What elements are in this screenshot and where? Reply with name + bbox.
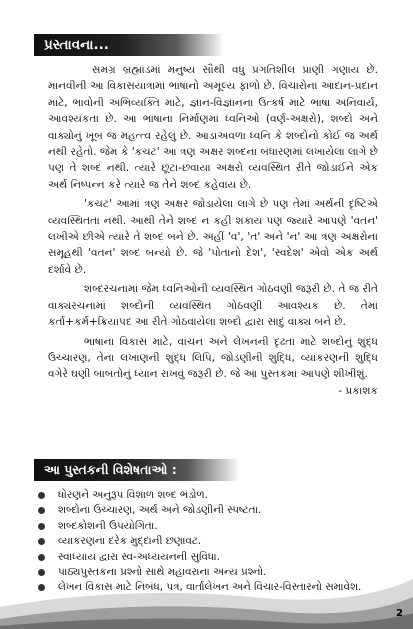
preface-paragraph-4-text: ભાષાના વિકાસ માટે, વાંચન અને લેખનની દૃઢતા માટે શબ્દોનું શુદ્ધ ઉચ્ચારણ, તેના લખાણની શુદ્ધ લિપિ, જોડણીની શુદ્ધિ, વ્યાકરણની શુદ્ધિ વગેરે ઘણી બાબતોનું ધ્યાન રાખવું જરૂરી છે. જે આ પુસ્તકમાં આપણે શીખીશું. [48,335,378,381]
feature-text: શબ્દોના ઉચ્ચારણ, અર્થ અને જોડણીની સ્પષ્ટતા. [58,504,262,517]
feature-item [34,503,374,518]
bullet-icon [38,492,45,499]
feature-item [34,519,374,534]
feature-text: ધોરણને અનુરૂપ વિશાળ શબ્દ ભંડોળ. [58,489,208,501]
feature-text: લેખન વિકાસ માટે નિબંધ, પત્ર, વાર્તાલેખન અને વિચાર-વિસ્તારનો સમાવેશ. [58,581,362,594]
bullet-icon [38,523,45,530]
preface-paragraph-3: શબ્દરચનામાં જેમ ધ્વનિઓની વ્યવસ્થિત ગોઠવણી જરૂરી છે. તે જ રીતે વાક્યરચનામાં શબ્દોની વ્યવસ્થિત ગોઠવણી આવશ્યક છે. તેમાં કર્તા+કર્મ+ક્રિયાપદ આ રીતે ગોઠવાયેલા શબ્દો દ્વારા સાદું વાક્ય બને છે. [48,283,378,329]
preface-body [48,62,378,399]
bullet-icon [38,507,45,514]
page-number: 2 [396,608,403,619]
feature-item [34,534,374,549]
preface-paragraph-2: 'કચટ' આમાં ત્રણ અક્ષર જોડાયેલા લાગે છે પણ તેમાં અર્થની દૃષ્ટિએ વ્યવસ્થિતતા નથી. આથી તેને શબ્દ ન કહી શકાય પણ જ્યારે આપણે 'વતન' લખીએ છીએ ત્યારે તે શબ્દ બને છે. અહીં 'વ', 'ત' અને 'ન' આ ત્રણ અક્ષરોના સમૂહથી 'વતન' શબ્દ બન્યો છે. જે 'પોતાનો દેશ', 'સ્વદેશ' એવો એક અર્થ દર્શાવે છે. [48,198,378,276]
decorative-wave [0,549,413,629]
feature-text: પાઠ્યપુસ્તકના પ્રશ્નો સાથે મહાવરાના અન્ય પ્રશ્નો. [58,566,267,579]
feature-text: સ્વાધ્યાય દ્વારા સ્વ-અધ્યયનની સુવિધા. [58,550,220,563]
preface-paragraph-4 [48,334,378,397]
preface-paragraph-1: સમગ્ર બ્રહ્માંડમાં મનુષ્ય સૌથી વધુ પ્રગતિશીલ પ્રાણી ગણાય છે. માનવીની આ વિકાસયાત્રામાં ભાષાનો અમૂલ્ય ફાળો છે. વિચારોના આદાન-પ્રદાન માટે, ભાવોની અભિવ્યક્તિ માટે, જ્ઞાન-વિજ્ઞાનના ઉત્કર્ષ માટે ભાષા અનિવાર્ય, આવશ્યકતા છે. આ ભાષાના નિર્માણમાં ધ્વનિઓ (વર્ણ-અક્ષરો), શબ્દો અને વાક્યોનું ખૂબ જ મહત્ત્વ રહેલું છે. આડાઅવળા ધ્વનિ કે શબ્દોનો કોઈ જ અર્થ નથી રહેતો. જેમ કે 'કચટ' આ ત્રણ અક્ષર શબ્દના બંધારણમાં લખાયેલા લાગે છે પણ તે શબ્દ નથી. ત્યારે છૂટા-છવાયા અક્ષરો વ્યવસ્થિત રીતે જોડાઈને એક અર્થ નિષ્પન્ન કરે ત્યારે જ તેને શબ્દ કહેવાય છે. [48,64,378,191]
feature-text: વ્યાકરણના દરેક મુદ્દાની છણાવટ. [58,535,202,548]
bullet-icon [38,538,45,545]
features-heading: આ પુસ્તકની વિશેષતાઓ : [34,459,240,481]
feature-item [34,488,374,503]
publisher-signoff: - પ્રકાશક [338,384,378,397]
preface-heading: પ્રસ્તાવના... [34,34,224,56]
feature-text: શબ્દકોશની ઉપયોગિતા. [58,519,158,532]
